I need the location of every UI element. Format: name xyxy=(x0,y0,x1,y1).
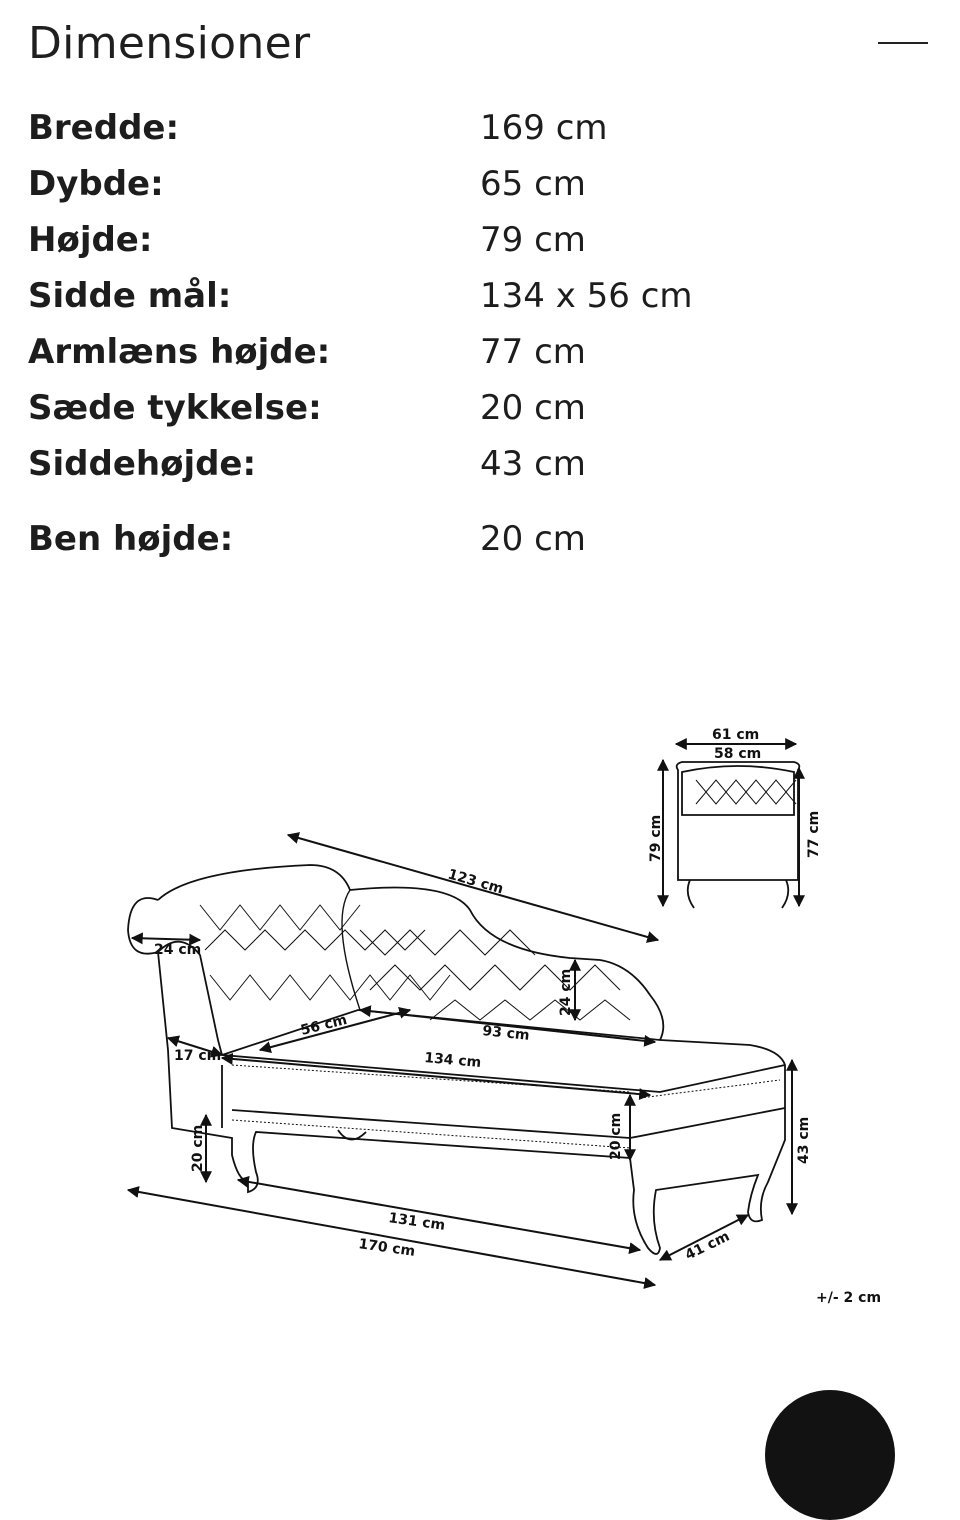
spec-row xyxy=(28,436,848,492)
spec-value: 169 cm xyxy=(480,108,608,148)
section-header xyxy=(28,14,930,74)
dim-seat-height: 43 cm xyxy=(796,1116,812,1164)
spec-label: Sæde tykkelse: xyxy=(28,388,322,428)
spec-value: 20 cm xyxy=(480,519,586,559)
dim-front-arm: 77 cm xyxy=(806,810,822,858)
dim-leg-left: 20 cm xyxy=(190,1124,206,1172)
dim-depth: 41 cm xyxy=(682,1228,733,1264)
dim-seat-thickness: 20 cm xyxy=(608,1112,624,1160)
spec-label: Dybde: xyxy=(28,164,164,204)
chaise-longue-diagram xyxy=(110,720,890,1320)
dim-arm-width: 24 cm xyxy=(154,942,202,958)
spec-row xyxy=(28,511,848,567)
spec-label: Siddehøjde: xyxy=(28,444,257,484)
dim-legs-span: 131 cm xyxy=(387,1210,447,1234)
spec-value: 43 cm xyxy=(480,444,586,484)
dim-seat-depth: 56 cm xyxy=(299,1011,349,1039)
dim-tolerance: +/- 2 cm xyxy=(816,1290,882,1306)
dim-arm-depth: 17 cm xyxy=(174,1048,222,1064)
spec-label: Armlæns højde: xyxy=(28,332,331,372)
dimensions-list xyxy=(28,100,848,567)
section-title: Dimensioner xyxy=(28,18,311,69)
spec-label: Sidde mål: xyxy=(28,276,232,316)
dim-seat-back: 93 cm xyxy=(481,1023,531,1044)
front-view xyxy=(677,762,800,908)
spec-value: 79 cm xyxy=(480,220,586,260)
dimension-drawing xyxy=(110,720,890,1320)
dim-front-height: 79 cm xyxy=(648,814,664,862)
spec-value: 134 x 56 cm xyxy=(480,276,693,316)
spec-row xyxy=(28,268,848,324)
spec-value: 65 cm xyxy=(480,164,586,204)
dim-total-length: 170 cm xyxy=(357,1236,417,1260)
spec-label: Bredde: xyxy=(28,108,180,148)
spec-row xyxy=(28,100,848,156)
chat-button[interactable] xyxy=(765,1390,895,1520)
spec-value: 77 cm xyxy=(480,332,586,372)
spec-label: Ben højde: xyxy=(28,519,234,559)
dim-back-length: 123 cm xyxy=(445,866,506,898)
spec-row xyxy=(28,212,848,268)
spec-row xyxy=(28,324,848,380)
dim-front-inner: 58 cm xyxy=(714,746,762,762)
spec-value: 20 cm xyxy=(480,388,586,428)
spec-row xyxy=(28,380,848,436)
spec-label: Højde: xyxy=(28,220,153,260)
dim-back-rest: 24 cm xyxy=(558,968,574,1016)
spec-row xyxy=(28,156,848,212)
dim-front-outer: 61 cm xyxy=(712,727,760,743)
collapse-button[interactable] xyxy=(876,24,930,64)
minus-icon xyxy=(878,42,928,44)
dim-seat-length: 134 cm xyxy=(423,1050,482,1071)
